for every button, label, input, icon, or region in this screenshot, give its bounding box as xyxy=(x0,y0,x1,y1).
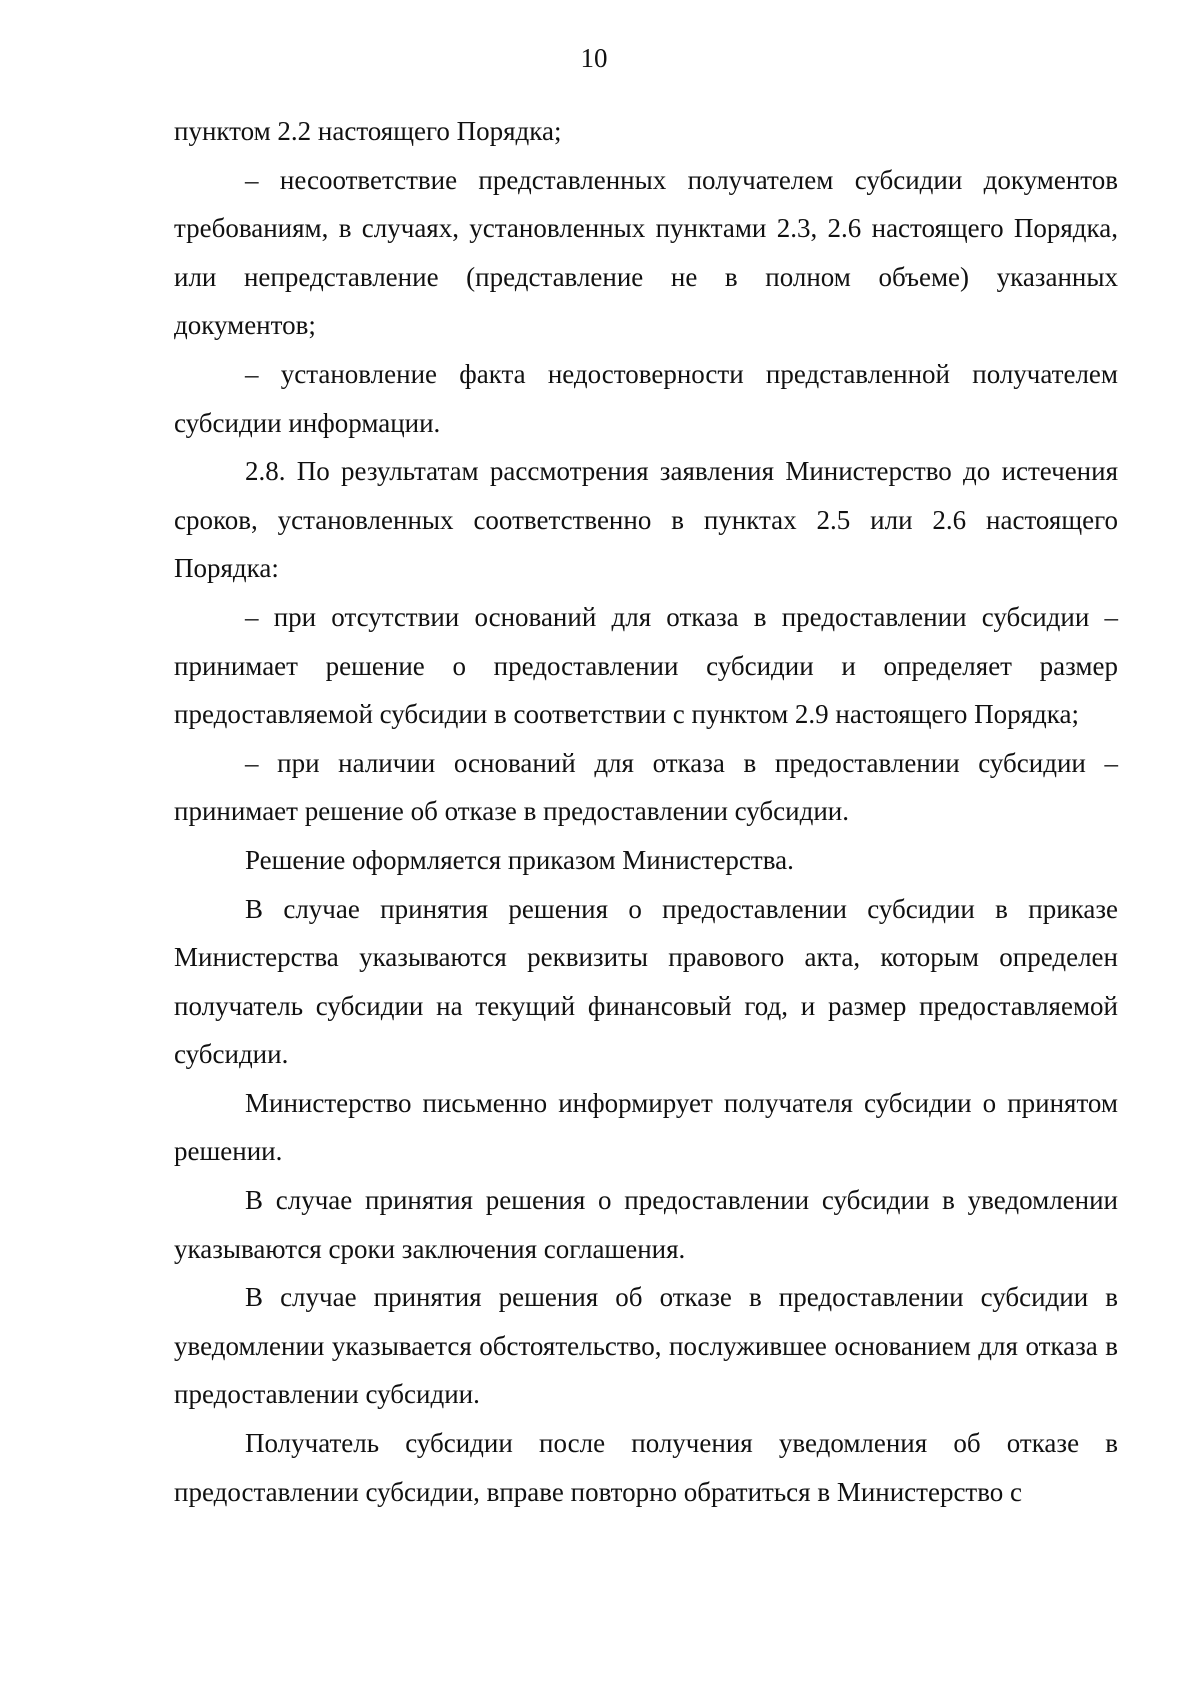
page-number: 10 xyxy=(580,43,608,73)
paragraph-continuation: пунктом 2.2 настоящего Порядка; xyxy=(174,116,562,146)
document-body xyxy=(174,107,1118,1516)
paragraph-list-item-no-grounds: – при отсутствии оснований для отказа в предоставлении субсидии – принимает решение о предоставлении субсидии и определяет размер предоставляемой субсидии в соответствии с пунктом 2.9 настоящего Порядка; xyxy=(174,601,1118,730)
paragraph-list-item-documents: – несоответствие представленных получателем субсидии документов требованиям, в случаях, установленных пунктами 2.3, 2.6 настоящего Порядка, или непредставление (представление не в полном объеме) указанных документов; xyxy=(174,164,1118,341)
paragraph-refusal-reason: В случае принятия решения об отказе в предоставлении субсидии в уведомлении указывается обстоятельство, послужившее основанием для отказа в предоставлении субсидии. xyxy=(174,1282,1118,1410)
paragraph-reapplication: Получатель субсидии после получения уведомления об отказе в предоставлении субсидии, вправе повторно обратиться в Министерство с xyxy=(174,1428,1118,1507)
paragraph-list-item-grounds: – при наличии оснований для отказа в предоставлении субсидии – принимает решение об отказе в предоставлении субсидии. xyxy=(174,747,1118,827)
paragraph-order-details: В случае принятия решения о предоставлении субсидии в приказе Министерства указываются реквизиты правового акта, которым определен получатель субсидии на текущий финансовый год, и размер предоставляемой субсидии. xyxy=(174,893,1118,1070)
paragraph-section-2-8: 2.8. По результатам рассмотрения заявления Министерство до истечения сроков, установленных соответственно в пунктах 2.5 или 2.6 настоящего Порядка: xyxy=(174,456,1118,584)
paragraph-notification: Министерство письменно информирует получателя субсидии о принятом решении. xyxy=(174,1087,1118,1167)
paragraph-agreement-terms: В случае принятия решения о предоставлении субсидии в уведомлении указываются сроки заключения соглашения. xyxy=(174,1185,1118,1264)
paragraph-list-item-false-info: – установление факта недостоверности представленной получателем субсидии информации. xyxy=(174,358,1118,438)
paragraph-decision-order: Решение оформляется приказом Министерства. xyxy=(245,844,794,875)
